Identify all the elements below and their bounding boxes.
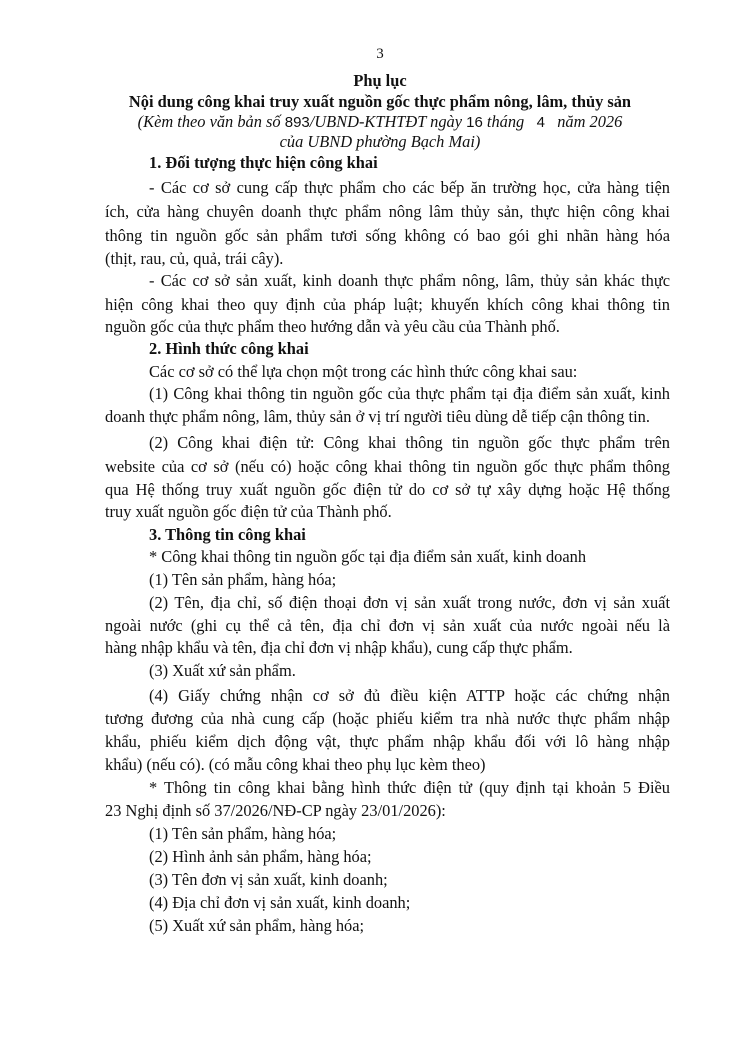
appendix-title: Nội dung công khai truy xuất nguồn gốc thực phẩm nông, lâm, thủy sản	[128, 92, 632, 111]
paragraph-line: Các cơ sở có thể lựa chọn một trong các hình thức công khai sau:	[149, 362, 578, 381]
list-item: (4) Giấy chứng nhận cơ sở đủ điều kiện ATTP hoặc các chứng nhận	[149, 686, 670, 705]
paragraph-line: (1) Công khai thông tin nguồn gốc của thực phẩm tại địa điểm sản xuất, kinh	[149, 384, 670, 403]
subtitle-line-1	[80, 112, 680, 133]
paragraph-line: (thịt, rau, củ, quả, trái cây).	[105, 249, 284, 268]
paragraph-line: nguồn gốc của thực phẩm theo hướng dẫn và yêu cầu của Thành phố.	[105, 317, 560, 336]
paragraph-line: ngoài nước (ghi cụ thể cả tên, địa chỉ đơn vị sản xuất của nước ngoài nếu là	[105, 616, 670, 635]
list-item: (4) Địa chỉ đơn vị sản xuất, kinh doanh;	[149, 893, 411, 912]
subtitle-line-2: của UBND phường Bạch Mai)	[279, 132, 481, 151]
list-item: (2) Tên, địa chỉ, số điện thoại đơn vị sản xuất trong nước, đơn vị sản xuất	[149, 593, 670, 612]
paragraph-line: hàng nhập khẩu và tên, địa chỉ đơn vị nhập khẩu), cung cấp thực phẩm.	[105, 638, 573, 657]
paragraph-line: truy xuất nguồn gốc điện tử của Thành phố.	[105, 502, 392, 521]
doc-day: 16	[466, 114, 483, 131]
appendix-heading: Phụ lục	[353, 71, 407, 90]
paragraph-line: * Thông tin công khai bằng hình thức điện tử (quy định tại khoản 5 Điều	[149, 778, 670, 797]
doc-month: 4	[536, 114, 545, 131]
paragraph-line: - Các cơ sở cung cấp thực phẩm cho các bếp ăn trường học, cửa hàng tiện	[149, 178, 670, 197]
subtitle-prefix: (Kèm theo văn bản số	[137, 112, 281, 131]
paragraph-line: qua Hệ thống truy xuất nguồn gốc điện tử do cơ sở tự xây dựng hoặc Hệ thống	[105, 480, 670, 499]
paragraph-line: doanh thực phẩm nông, lâm, thủy sản ở vị trí người tiêu dùng dễ tiếp cận thông tin.	[105, 407, 650, 426]
list-item: (2) Hình ảnh sản phẩm, hàng hóa;	[149, 847, 372, 866]
list-item: (3) Xuất xứ sản phẩm.	[149, 661, 296, 680]
paragraph-line: tương đương của nhà cung cấp (hoặc phiếu kiểm tra nhà nước thực phẩm nhập	[105, 709, 670, 728]
paragraph-line: ích, cửa hàng chuyên doanh thực phẩm nông lâm thủy sản, thực hiện công khai	[105, 202, 670, 221]
section-3-heading: 3. Thông tin công khai	[149, 525, 306, 544]
doc-number: 893	[284, 114, 310, 131]
paragraph-line: khẩu, phiếu kiểm dịch động vật, thực phẩm nhập khẩu đối với lô hàng nhập	[105, 732, 670, 751]
list-item: (5) Xuất xứ sản phẩm, hàng hóa;	[149, 916, 365, 935]
doc-year: năm 2026	[557, 112, 623, 131]
paragraph-line: hiện công khai theo quy định của pháp luật; khuyến khích công khai thông tin	[105, 295, 670, 314]
paragraph-line: 23 Nghị định số 37/2026/NĐ-CP ngày 23/01/2026):	[105, 801, 446, 820]
list-item: (1) Tên sản phẩm, hàng hóa;	[149, 824, 337, 843]
paragraph-line: (2) Công khai điện tử: Công khai thông tin nguồn gốc thực phẩm trên	[149, 433, 670, 452]
doc-code: /UBND-KTHTĐT ngày	[309, 112, 463, 131]
paragraph-line: thông tin nguồn gốc sản phẩm tươi sống không có bao gói ghi nhãn hàng hóa	[105, 226, 670, 245]
section-2-heading: 2. Hình thức công khai	[149, 339, 309, 358]
paragraph-line: website của cơ sở (nếu có) hoặc công khai thông tin nguồn gốc thực phẩm thông	[105, 457, 670, 476]
list-item: (1) Tên sản phẩm, hàng hóa;	[149, 570, 337, 589]
month-label: tháng	[486, 112, 525, 131]
paragraph-line: khẩu) (nếu có). (có mẫu công khai theo phụ lục kèm theo)	[105, 755, 486, 774]
section-1-heading: 1. Đối tượng thực hiện công khai	[149, 153, 378, 172]
paragraph-line: * Công khai thông tin nguồn gốc tại địa điểm sản xuất, kinh doanh	[149, 547, 587, 566]
page-number: 3	[376, 46, 384, 62]
paragraph-line: - Các cơ sở sản xuất, kinh doanh thực phẩm nông, lâm, thủy sản khác thực	[149, 271, 670, 290]
list-item: (3) Tên đơn vị sản xuất, kinh doanh;	[149, 870, 388, 889]
